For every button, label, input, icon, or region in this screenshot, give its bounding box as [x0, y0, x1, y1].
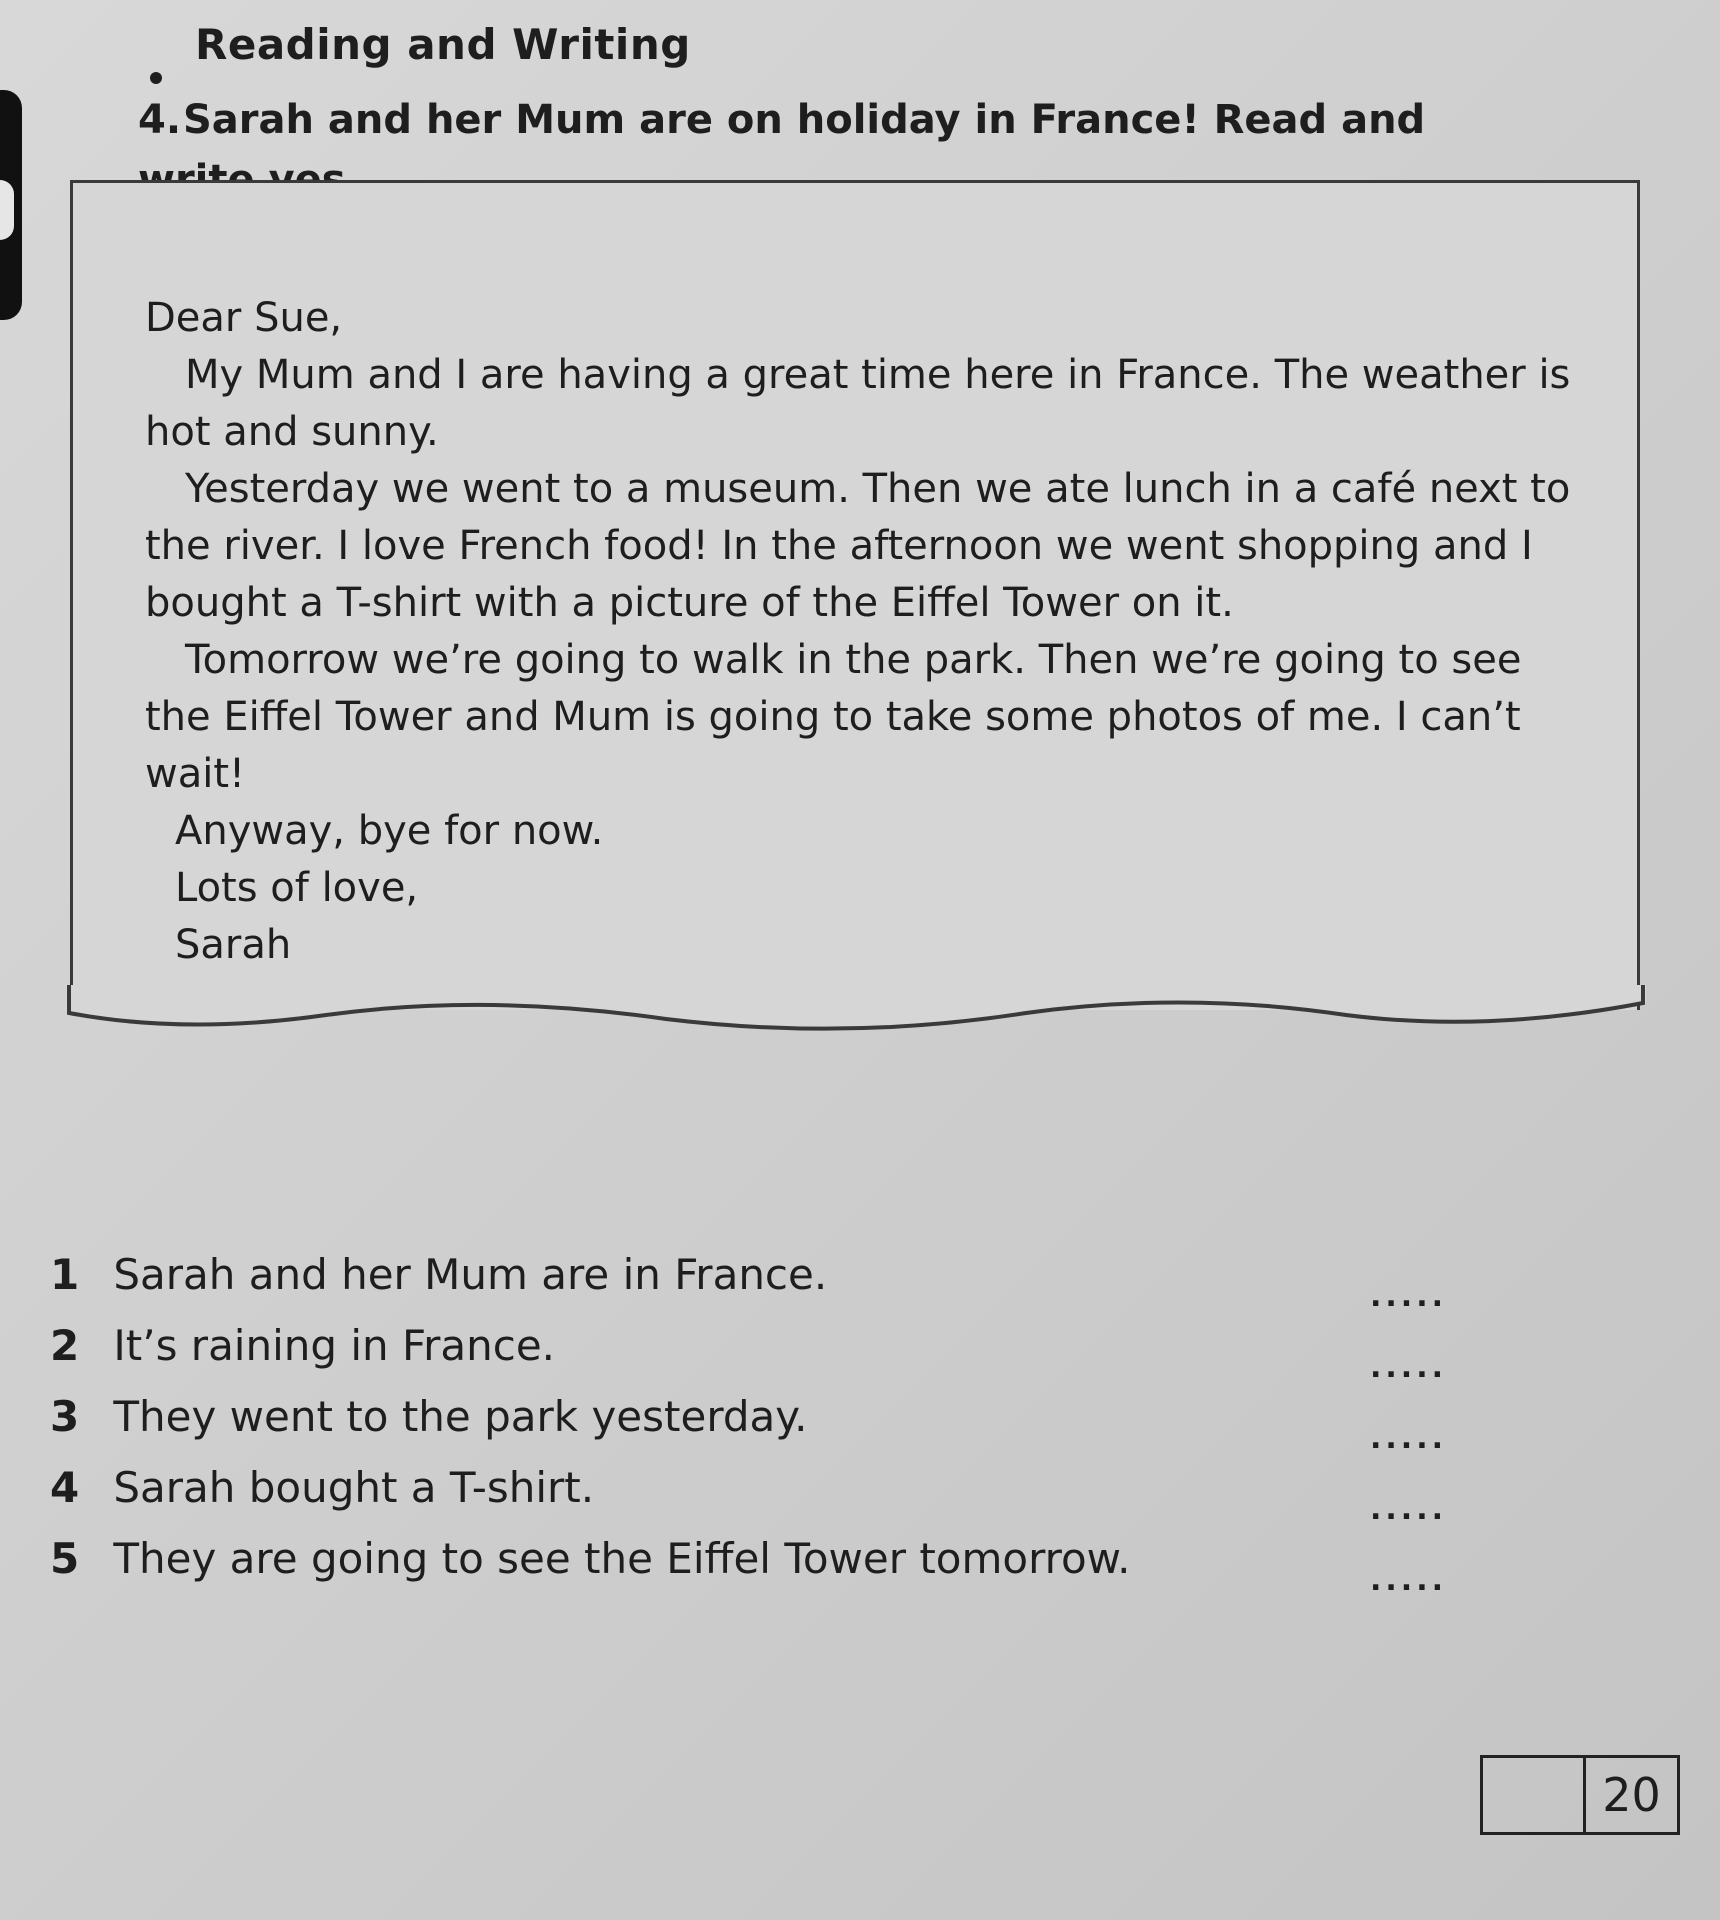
question-number: 4: [50, 1463, 80, 1512]
score-max: 20: [1602, 1768, 1661, 1822]
question-text: Sarah and her Mum are in France.: [113, 1250, 828, 1299]
score-field[interactable]: [1483, 1758, 1586, 1832]
letter-closing-2: Lots of love,: [175, 865, 419, 911]
question-number: 2: [50, 1321, 80, 1370]
letter-closing-1: Anyway, bye for now.: [175, 808, 604, 854]
letter-paragraph-1: My Mum and I are having a great time here in France. The weather is hot and sunny.: [145, 352, 1571, 455]
score-box: [1480, 1755, 1680, 1835]
question-row: [50, 1529, 1500, 1600]
letter-paragraph-2: Yesterday we went to a museum. Then we ate lunch in a café next to the river. I love French food! In the afternoon we went shopping and I bought a T-shirt with a picture of the Eiffel Tower on it.: [145, 466, 1571, 626]
question-row: [50, 1316, 1500, 1387]
answer-blank[interactable]: .....: [1370, 1279, 1447, 1314]
question-list: [50, 1245, 1500, 1600]
answer-blank[interactable]: .....: [1370, 1350, 1447, 1385]
section-title-text: Reading and Writing: [195, 20, 691, 69]
section-title: [150, 20, 691, 69]
question-text: It’s raining in France.: [113, 1321, 556, 1370]
question-text: Sarah bought a T-shirt.: [113, 1463, 595, 1512]
letter-paragraph-3: Tomorrow we’re going to walk in the park. Then we’re going to see the Eiffel Tower and Mum is going to take some photos of me. I can’t wait!: [145, 637, 1522, 797]
question-number: 1: [50, 1250, 80, 1299]
letter-wavy-border: [66, 985, 1646, 1045]
answer-blank[interactable]: .....: [1370, 1421, 1447, 1456]
answer-blank[interactable]: .....: [1370, 1563, 1447, 1598]
bullet-icon: [150, 72, 162, 84]
question-number: 3: [50, 1392, 80, 1441]
task-instruction-line1: Sarah and her Mum are on holiday in France! Read and: [183, 97, 1426, 143]
question-row: [50, 1458, 1500, 1529]
question-number: 5: [50, 1534, 80, 1583]
question-text: They went to the park yesterday.: [113, 1392, 808, 1441]
task-number: 4.: [138, 97, 182, 143]
letter-text: [145, 290, 1575, 974]
letter-greeting: Dear Sue,: [145, 295, 343, 341]
letter-signature: Sarah: [175, 922, 292, 968]
question-row: [50, 1387, 1500, 1458]
question-row: [50, 1245, 1500, 1316]
spine-tab: [0, 180, 14, 240]
question-text: They are going to see the Eiffel Tower tomorrow.: [113, 1534, 1131, 1583]
answer-blank[interactable]: .....: [1370, 1492, 1447, 1527]
